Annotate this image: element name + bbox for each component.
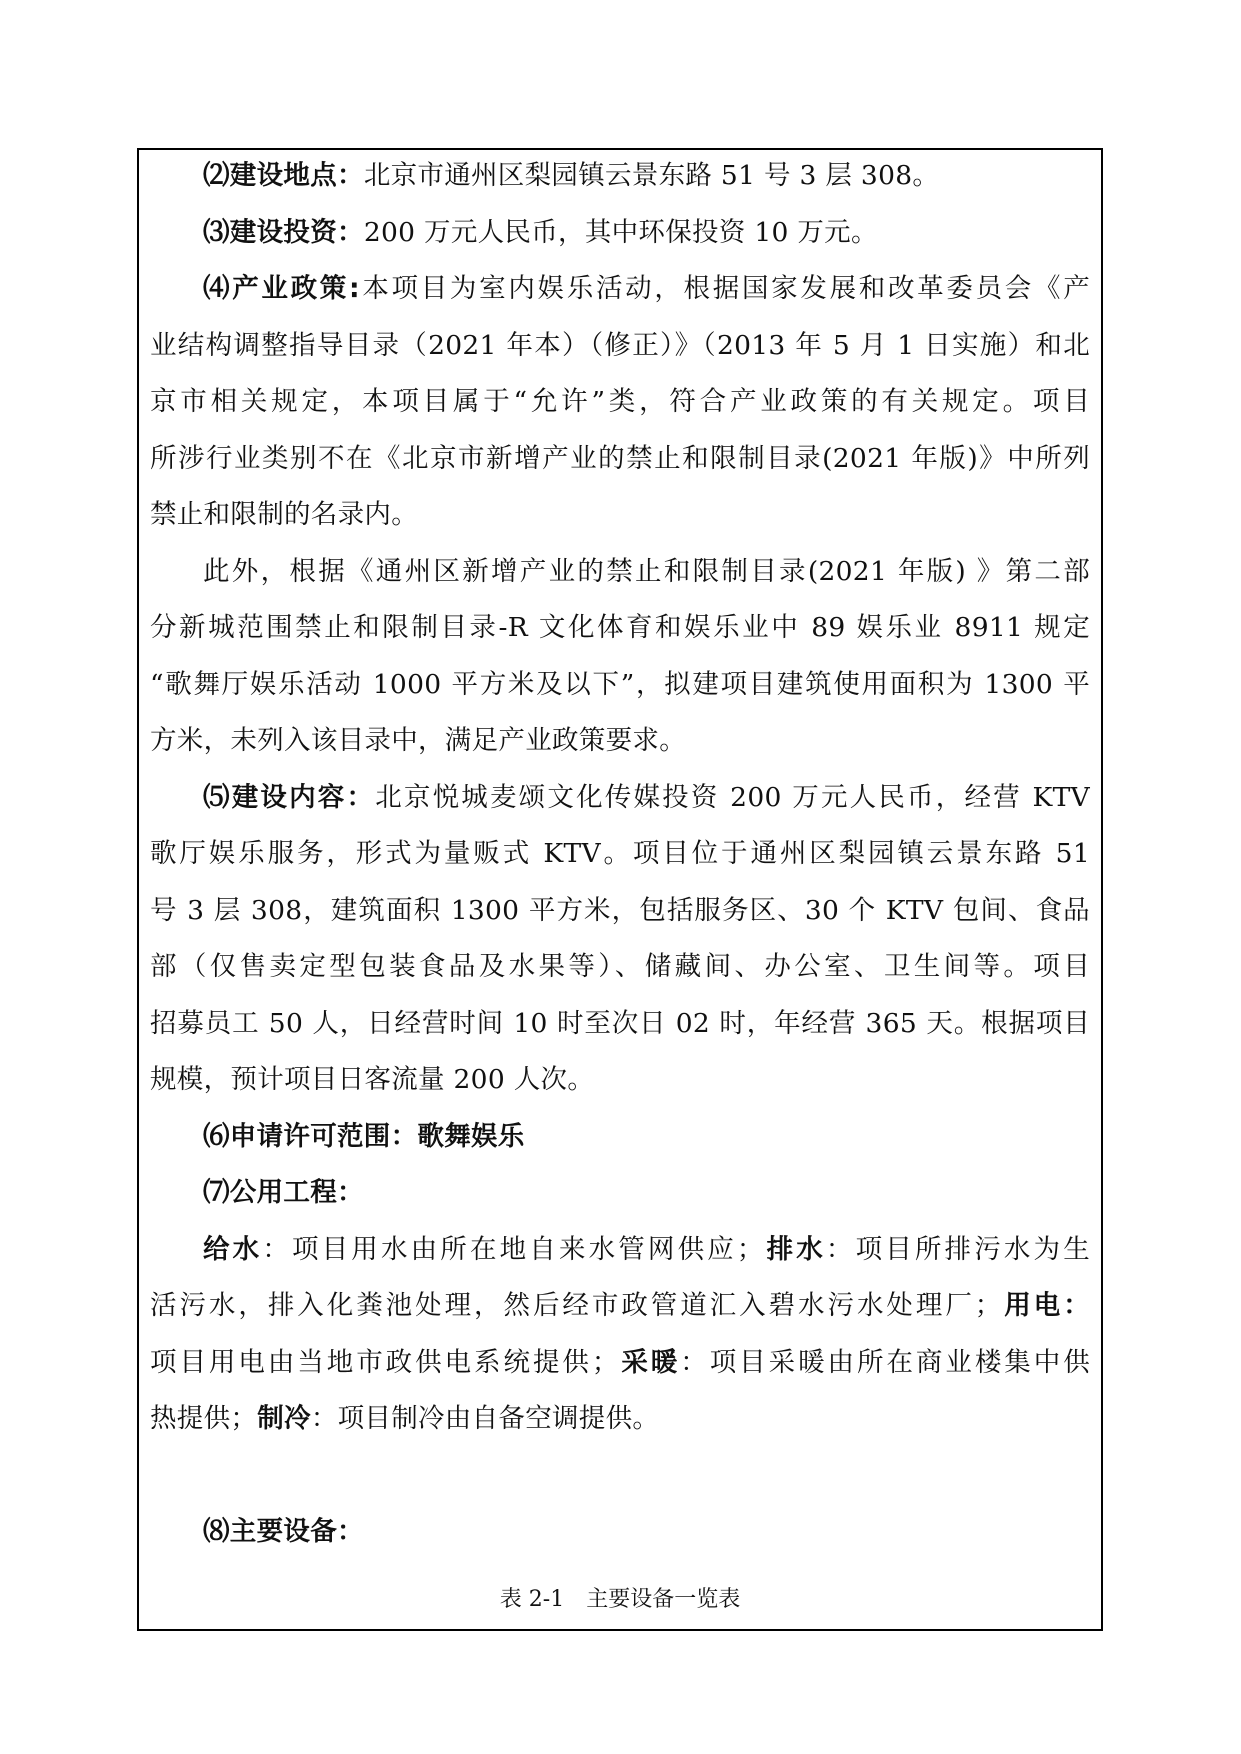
policy-label: ⑷产业政策 [203, 273, 350, 304]
policy-extra-line-1: 此外，根据《通州区新增产业的禁止和限制目录(2021 年版) 》第二部 [203, 555, 1090, 587]
content-line-1 [150, 770, 1090, 827]
content-text-1: 北京悦城麦颂文化传媒投资 200 万元人民币，经营 KTV [375, 781, 1090, 813]
heating-text-1: ：项目采暖由所在商业楼集中供 [680, 1346, 1090, 1378]
content-line-2: 歌厅娱乐服务，形式为量贩式 KTV。项目位于通州区梨园镇云景东路 51 [150, 838, 1090, 869]
utilities-line-1 [150, 1222, 1090, 1279]
policy-line-2: 业结构调整指导目录（2021 年本）（修正）》（2013 年 5 月 1 日实施）和北 [150, 329, 1090, 361]
power-colon: ： [1063, 1290, 1090, 1321]
content-label: ⑸建设内容： [203, 781, 376, 813]
utilities-heading: ⑺公用工程： [203, 1177, 364, 1208]
content-line-6: 规模，预计项目日客流量 200 人次。 [150, 1064, 595, 1095]
investment-paragraph [150, 205, 1090, 262]
equipment-heading: ⑻主要设备： [203, 1515, 364, 1547]
content-line-4: 部（仅售卖定型包装食品及水果等）、储藏间、办公室、卫生间等。项目 [150, 951, 1090, 982]
policy-colon: : [349, 273, 360, 304]
utilities-line-2 [150, 1278, 1090, 1335]
policy-line-3: 京市相关规定，本项目属于“允许”类，符合产业政策的有关规定。项目 [150, 386, 1090, 417]
drainage-text-2: 活污水，排入化粪池处理，然后经市政管道汇入碧水污水处理厂； [150, 1290, 1002, 1321]
water-supply-text: ：项目用水由所在地自来水管网供应； [262, 1233, 764, 1265]
drainage-label: 排水 [763, 1233, 826, 1265]
policy-extra-line-2: 分新城范围禁止和限制目录-R 文化体育和娱乐业中 89 娱乐业 8911 规定 [150, 612, 1090, 643]
utilities-line-3 [150, 1335, 1090, 1392]
location-paragraph [150, 148, 1090, 205]
table-caption: 表 2-1 主要设备一览表 [499, 1587, 741, 1612]
policy-text-1: 本项目为室内娱乐活动，根据国家发展和改革委员会《产 [359, 273, 1090, 304]
document-body [150, 148, 1090, 1560]
water-supply-label: 给水 [203, 1233, 263, 1265]
utilities-line-4 [150, 1391, 1090, 1448]
license-scope: ⑹申请许可范围：歌舞娱乐 [203, 1120, 525, 1152]
drainage-text-1: ：项目所排污水为生 [825, 1233, 1090, 1265]
investment-text: 200 万元人民币，其中环保投资 10 万元。 [363, 216, 878, 248]
policy-extra-line-3: “歌舞厅娱乐活动 1000 平方米及以下”，拟建项目建筑使用面积为 1300 平 [150, 668, 1090, 700]
content-line-3: 号 3 层 308，建筑面积 1300 平方米，包括服务区、30 个 KTV 包间、食品 [150, 894, 1090, 926]
cooling-label: 制冷 [257, 1403, 311, 1434]
heating-text-2: 热提供； [150, 1403, 258, 1434]
location-label: ⑵建设地点： [203, 160, 364, 191]
policy-line-1 [150, 261, 1090, 318]
heating-label: 采暖 [618, 1346, 681, 1378]
location-text: 北京市通州区梨园镇云景东路 51 号 3 层 308。 [363, 160, 940, 191]
policy-line-5: 禁止和限制的名录内。 [150, 499, 418, 530]
cooling-text: ：项目制冷由自备空调提供。 [310, 1403, 660, 1434]
power-text: 项目用电由当地市政供电系统提供； [150, 1346, 619, 1378]
content-line-5: 招募员工 50 人，日经营时间 10 时至次日 02 时，年经营 365 天。根据项目 [150, 1007, 1090, 1039]
power-label: 用电 [1001, 1290, 1064, 1321]
policy-line-4: 所涉行业类别不在《北京市新增产业的禁止和限制目录(2021 年版)》中所列 [150, 442, 1090, 474]
investment-label: ⑶建设投资： [203, 216, 364, 248]
blank-gap [150, 1448, 1090, 1504]
policy-extra-line-4: 方米，未列入该目录中，满足产业政策要求。 [150, 725, 686, 756]
